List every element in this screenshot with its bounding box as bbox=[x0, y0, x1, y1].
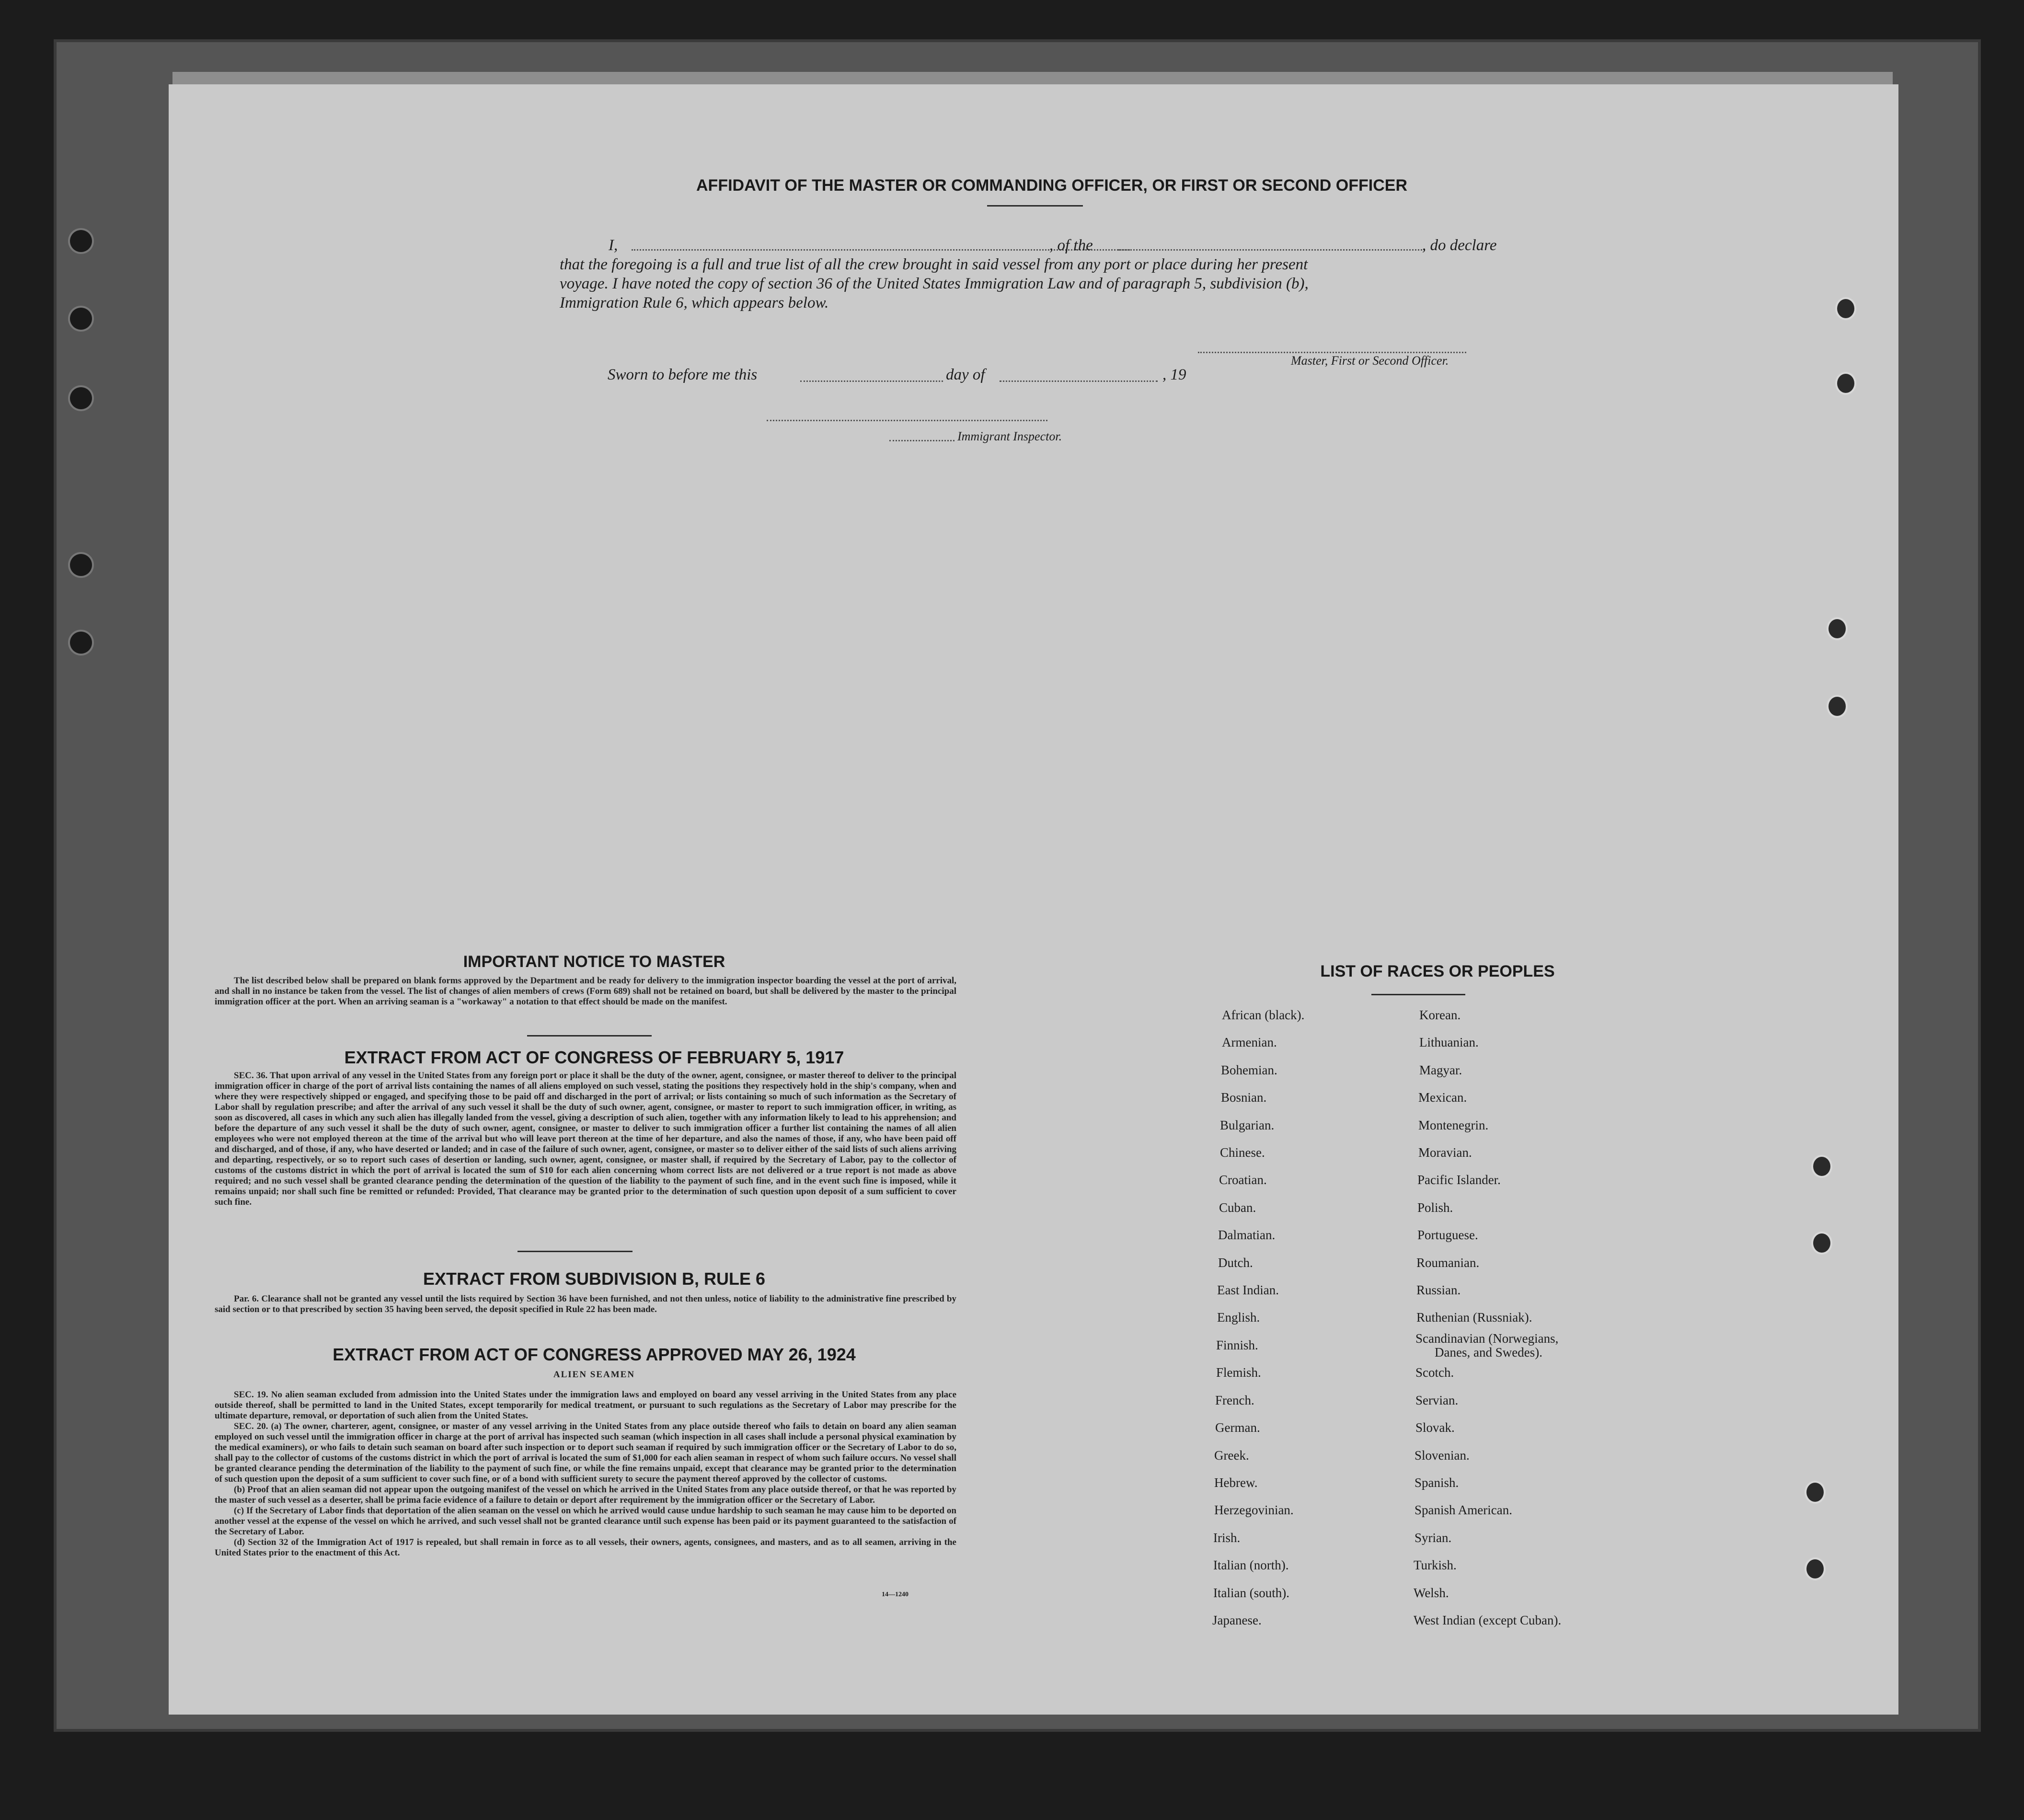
race-item: Greek. bbox=[1214, 1448, 1249, 1463]
binder-hole bbox=[70, 308, 92, 330]
affidavit-line-3: voyage. I have noted the copy of section 36 of the United States Immigration Law and of paragraph 5, subdivision (b), bbox=[560, 275, 1309, 292]
do-declare: , do declare bbox=[1422, 237, 1497, 254]
race-item: African (black). bbox=[1222, 1008, 1305, 1022]
inspector-blank-short bbox=[889, 440, 954, 441]
year-prefix: , 19 bbox=[1162, 366, 1186, 383]
day-of-label: day of bbox=[946, 366, 985, 383]
declare-i: I, bbox=[609, 237, 618, 254]
form-number: 14—1240 bbox=[882, 1591, 908, 1598]
race-item: Dutch. bbox=[1218, 1255, 1253, 1270]
race-item: Lithuanian. bbox=[1419, 1035, 1479, 1050]
race-item: Magyar. bbox=[1419, 1062, 1462, 1077]
races-left-column bbox=[1212, 1002, 1394, 1634]
race-item: French. bbox=[1215, 1393, 1254, 1407]
race-item: Roumanian. bbox=[1416, 1255, 1480, 1270]
affidavit-title: AFFIDAVIT OF THE MASTER OR COMMANDING OFFICER, OR FIRST OR SECOND OFFICER bbox=[696, 176, 1407, 195]
section-20a-paragraph: SEC. 20. (a) The owner, charterer, agent, consignee, or master of any vessel arriving in the United States from any place outside thereof who fails to detain on board any alien seaman employed on such vessel until the immigration officer in charge at the port of arrival has inspected such seaman (which inspection in all cases shall include a personal physical examination by the medical examiners), or who fails to detain such seaman on board after such inspection or to deport such seaman if required by such immigration officer or the Secretary of Labor to do so, shall pay to the collector of customs of the customs district in which the port of arrival is located the sum of $1,000 for each alien seaman in respect of whom such failure occurs. No vessel shall be granted clearance pending the determination of the liability to the payment of such fine, or while the fine remains unpaid, except that clearance may be granted prior to the determination of such question upon the deposit of a sum sufficient to cover such fine, or of a bond with sufficient surety to secure the payment thereof approved by the collector of customs. bbox=[215, 1421, 956, 1484]
binder-hole bbox=[70, 632, 92, 654]
race-item: Spanish. bbox=[1414, 1475, 1459, 1490]
race-item: Pacific Islander. bbox=[1417, 1173, 1501, 1187]
punch-hole bbox=[1805, 1557, 1826, 1580]
signature-label: Master, First or Second Officer. bbox=[1291, 354, 1449, 368]
races-rule bbox=[1371, 994, 1465, 995]
race-item: Ruthenian (Russniak). bbox=[1416, 1310, 1532, 1325]
race-item: Finnish. bbox=[1216, 1337, 1258, 1352]
extract-1917-text bbox=[215, 1071, 956, 1208]
vessel-blank bbox=[1118, 249, 1425, 251]
race-item: Slovenian. bbox=[1414, 1448, 1470, 1463]
punch-hole bbox=[1811, 1232, 1832, 1255]
notice-rule bbox=[527, 1035, 652, 1037]
races-title: LIST OF RACES OR PEOPLES bbox=[1320, 962, 1555, 980]
binder-hole bbox=[70, 230, 92, 252]
races-right-column bbox=[1414, 1002, 1653, 1634]
race-item: Portuguese. bbox=[1417, 1228, 1478, 1243]
race-item: East Indian. bbox=[1217, 1283, 1279, 1298]
section-20c-paragraph: (c) If the Secretary of Labor finds that deportation of the alien seaman on the vessel on which he arrived would cause undue hardship to such seaman he may cause him to be deported on another vessel at the expense of the vessel on which he arrived, and such vessel shall not be granted clearance until such expense has been paid or its payment guaranteed to the satisfaction of the Secretary of Labor. bbox=[215, 1506, 956, 1537]
race-item: Slovak. bbox=[1415, 1420, 1455, 1435]
rule6-text bbox=[215, 1294, 956, 1315]
rule6-paragraph: Par. 6. Clearance shall not be granted any vessel until the lists required by Section 36 have been furnished, and not then unless, notice of liability to the administrative fine prescribed by said section or to that prescribed by section 35 having been served, the deposit specified in Rule 22 has been made. bbox=[215, 1294, 956, 1314]
race-item: Servian. bbox=[1415, 1393, 1459, 1407]
affidavit-body bbox=[560, 236, 1518, 312]
section-36-paragraph: SEC. 36. That upon arrival of any vessel in the United States from any foreign port or place it shall be the duty of the owner, agent, consignee, or master thereof to deliver to the principal immigration officer in charge of the port of arrival lists containing the names of all aliens employed on such vessel, stating the positions they respectively hold in the ship's company, when and where they were respectively shipped or engaged, and specifying those to be paid off and discharged in the port of arrival; or lists containing so much of such information as the Secretary of Labor shall by regulation prescribe; and after the arrival of any such vessel it shall be the duty of such owner, agent, consignee, or master to report to such immigration officer, in writing, as soon as discovered, all cases in which any such alien has illegally landed from the vessel, giving a description of such alien, together with any information likely to lead to his apprehension; and before the departure of any such vessel it shall be the duty of such owner, agent, consignee, or master to deliver to such immigration officer a further list containing the names of all alien employees who were not employed thereon at the time of the arrival but who will leave port thereon at the time of her departure, and also the names of those, if any, who have been paid off and discharged, and of those, if any, who have deserted or landed; and in case of the failure of such owner, agent, consignee, or master so to deliver either of the said lists of such aliens arriving and departing, respectively, or so to report such cases of desertion or landing, such owner, agent, consignee, or master shall, if required by the Secretary of Labor, pay to the collector of customs of the customs district in which the port of arrival is located the sum of $10 for each alien concerning whom correct lists are not delivered or a true report is not made as above required; and no such vessel shall be granted clearance pending the determination of the question of the liability to the payment of such fine, and in the event such fine is imposed, while it remains unpaid; nor shall such fine be remitted or refunded: Provided, That clearance may be granted prior to the determination of such question upon deposit of a sum sufficient to cover such fine. bbox=[215, 1071, 956, 1207]
signature-blank bbox=[1198, 352, 1466, 353]
punch-hole bbox=[1805, 1481, 1826, 1504]
race-item: Polish. bbox=[1417, 1200, 1453, 1215]
extract-1924-text bbox=[215, 1390, 956, 1558]
race-item: West Indian (except Cuban). bbox=[1414, 1613, 1562, 1627]
race-item: Spanish American. bbox=[1414, 1503, 1512, 1518]
sworn-line bbox=[608, 366, 1230, 385]
race-item: Japanese. bbox=[1212, 1613, 1262, 1627]
race-item: Bohemian. bbox=[1221, 1062, 1277, 1077]
binder-hole bbox=[70, 387, 92, 409]
sworn-label: Sworn to before me this bbox=[608, 366, 758, 383]
month-blank bbox=[1000, 380, 1158, 382]
race-item: Turkish. bbox=[1414, 1558, 1457, 1573]
race-item: Welsh. bbox=[1414, 1585, 1449, 1600]
inspector-blank bbox=[767, 420, 1047, 421]
punch-hole bbox=[1827, 695, 1848, 718]
notice-text bbox=[215, 976, 956, 1007]
notice-title: IMPORTANT NOTICE TO MASTER bbox=[463, 953, 725, 971]
race-item: Mexican. bbox=[1418, 1090, 1467, 1105]
notice-paragraph: The list described below shall be prepared on blank forms approved by the Department and be ready for delivery to the immigration inspector boarding the vessel at the port of arrival, and shall in no instance be taken from the vessel. The list of changes of alien members of crews (Form 689) shall not be retained on board, but shall be delivered by the master to the principal immigration officer at the port. When an arriving seaman is a "workaway" a notation to that effect should be made on the manifest. bbox=[215, 976, 956, 1007]
affidavit-line-2: that the foregoing is a full and true list of all the crew brought in said vessel from any port or place during her present bbox=[560, 256, 1308, 273]
affidavit-line-4: Immigration Rule 6, which appears below. bbox=[560, 294, 829, 311]
section-19-paragraph: SEC. 19. No alien seaman excluded from admission into the United States under the immigration laws and employed on board any vessel arriving in the United States from any place outside thereof, shall be permitted to land in the United States, except temporarily for medical treatment, or pursuant to such regulations as the Secretary of Labor may prescribe for the ultimate departure, removal, or deportation of such alien from the United States. bbox=[215, 1390, 956, 1421]
race-item: German. bbox=[1215, 1420, 1260, 1435]
punch-hole bbox=[1835, 372, 1856, 395]
race-item: Korean. bbox=[1419, 1008, 1461, 1022]
title-rule bbox=[987, 205, 1083, 207]
race-item: Herzegovinian. bbox=[1214, 1503, 1294, 1518]
race-item: Moravian. bbox=[1418, 1145, 1472, 1160]
race-item: Cuban. bbox=[1219, 1200, 1256, 1215]
race-item: Armenian. bbox=[1222, 1035, 1277, 1050]
race-item: Italian (north). bbox=[1213, 1558, 1289, 1573]
race-item: Bulgarian. bbox=[1220, 1117, 1275, 1132]
race-item: Montenegrin. bbox=[1418, 1117, 1489, 1132]
race-item-multiline bbox=[1414, 1332, 1653, 1359]
of-the: , of the bbox=[1049, 237, 1093, 254]
race-item: Danes, and Swedes). bbox=[1435, 1345, 1542, 1359]
race-item: Syrian. bbox=[1414, 1530, 1452, 1545]
extract-1917-rule bbox=[518, 1251, 632, 1252]
race-item: Hebrew. bbox=[1214, 1475, 1258, 1490]
race-item: Chinese. bbox=[1220, 1145, 1265, 1160]
race-item: Russian. bbox=[1416, 1283, 1461, 1298]
race-item: Irish. bbox=[1213, 1530, 1241, 1545]
alien-seamen-subtitle: ALIEN SEAMEN bbox=[553, 1370, 635, 1380]
race-item: Italian (south). bbox=[1213, 1585, 1289, 1600]
punch-hole bbox=[1835, 297, 1856, 320]
race-item: Scotch. bbox=[1415, 1365, 1454, 1380]
binder-hole bbox=[70, 554, 92, 576]
race-item: Bosnian. bbox=[1221, 1090, 1267, 1105]
rule6-title: EXTRACT FROM SUBDIVISION B, RULE 6 bbox=[423, 1269, 766, 1289]
race-item: Scandinavian (Norwegians, bbox=[1415, 1331, 1559, 1346]
punch-hole bbox=[1827, 617, 1848, 640]
race-item: Flemish. bbox=[1216, 1365, 1261, 1380]
race-item: Dalmatian. bbox=[1218, 1228, 1276, 1243]
extract-1917-title: EXTRACT FROM ACT OF CONGRESS OF FEBRUARY 5, 1917 bbox=[344, 1048, 844, 1067]
section-20b-paragraph: (b) Proof that an alien seaman did not appear upon the outgoing manifest of the vessel on which he arrived in the United States from any place outside thereof, or that he was reported by the master of such vessel as a deserter, shall be prima facie evidence of a failure to detain or deport after requirement by the immigration officer or the Secretary of Labor. bbox=[215, 1485, 956, 1505]
day-blank bbox=[800, 380, 943, 382]
extract-1924-title: EXTRACT FROM ACT OF CONGRESS APPROVED MAY 26, 1924 bbox=[333, 1345, 856, 1364]
race-item: English. bbox=[1217, 1310, 1260, 1325]
punch-hole bbox=[1811, 1155, 1832, 1178]
section-20d-paragraph: (d) Section 32 of the Immigration Act of 1917 is repealed, but shall remain in force as to all vessels, their owners, agents, consignees, and masters, and as to all seamen, arriving in the United States prior to the enactment of this Act. bbox=[215, 1537, 956, 1558]
inspector-label: Immigrant Inspector. bbox=[957, 429, 1062, 443]
race-item: Croatian. bbox=[1219, 1173, 1267, 1187]
